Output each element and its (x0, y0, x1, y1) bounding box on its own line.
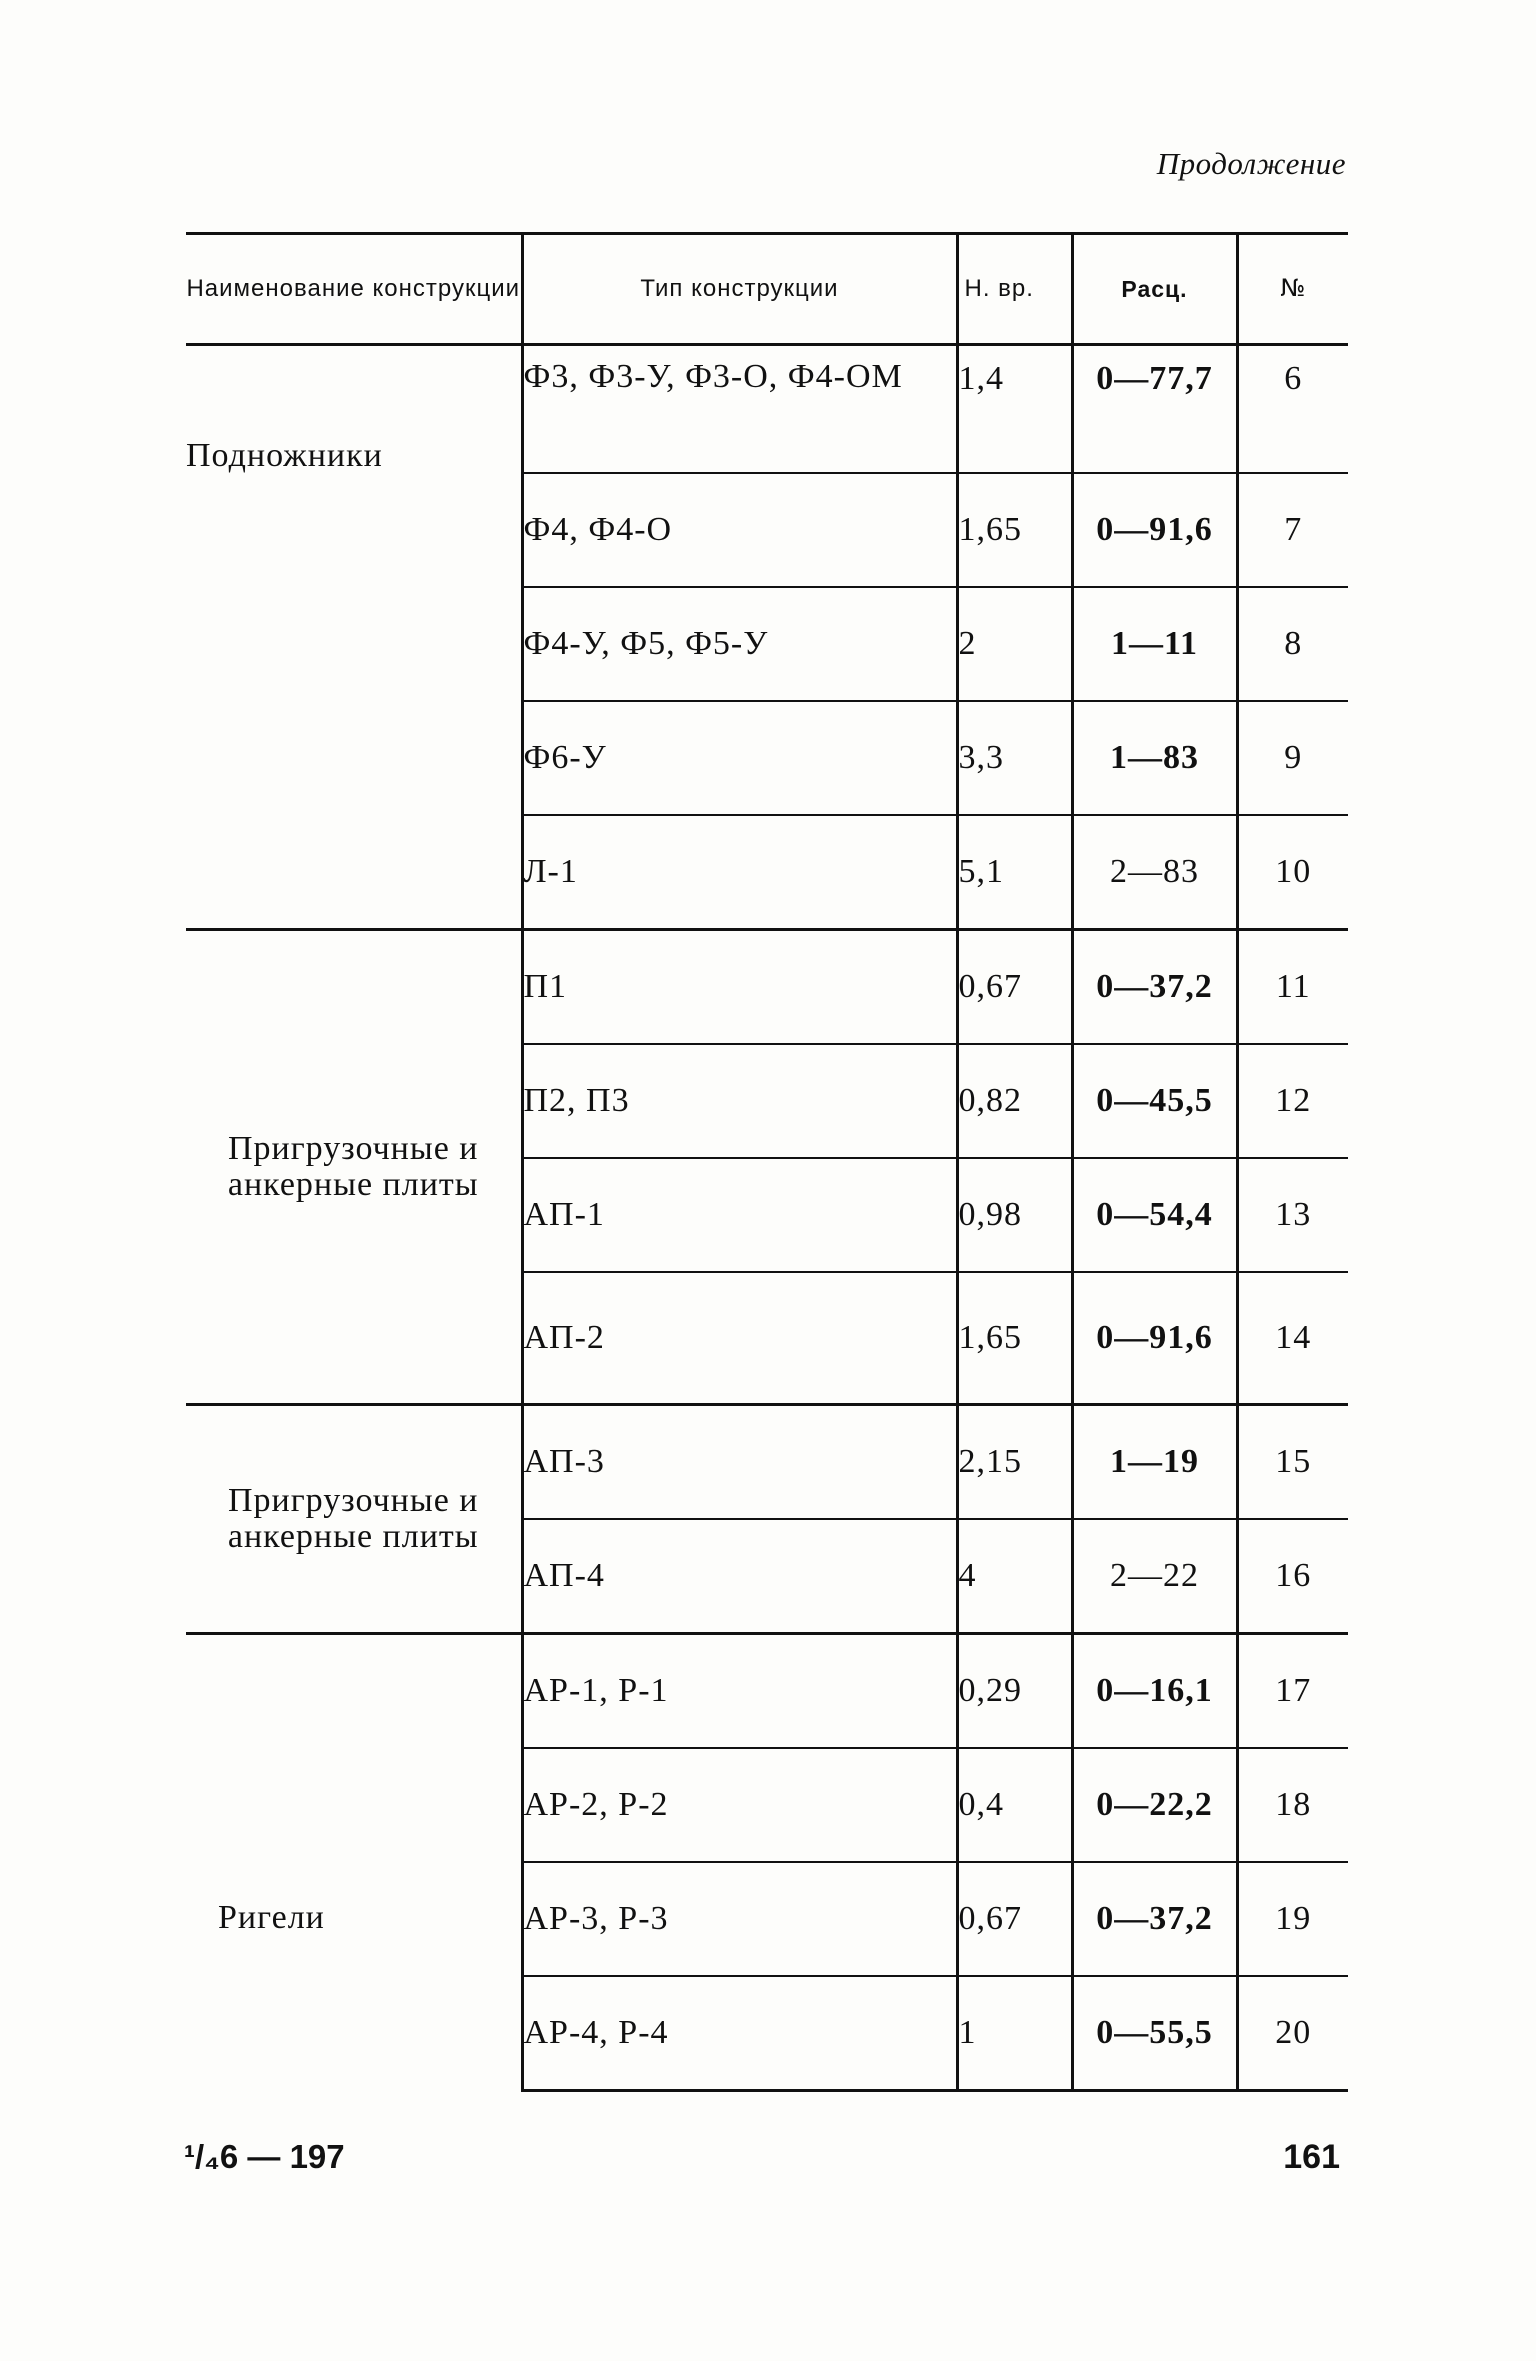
norm-cell: 0,29 (957, 1634, 1072, 1749)
norm-cell: 0,67 (957, 1862, 1072, 1976)
type-cell: АП-2 (522, 1272, 957, 1405)
type-cell: АР-1, Р-1 (522, 1634, 957, 1749)
rate-cell: 0—91,6 (1072, 473, 1237, 587)
rate-cell: 1—83 (1072, 701, 1237, 815)
table-row (186, 345, 1348, 474)
rate-cell: 0—54,4 (1072, 1158, 1237, 1272)
type-cell: АП-1 (522, 1158, 957, 1272)
num-cell: 18 (1237, 1748, 1348, 1862)
rate-cell: 0—37,2 (1072, 1862, 1237, 1976)
norm-cell: 5,1 (957, 815, 1072, 930)
group-name: Пригрузочные и анкерные плиты (186, 930, 522, 1405)
header-norm: Н. вр. (957, 234, 1072, 345)
num-cell: 10 (1237, 815, 1348, 930)
norm-cell: 2,15 (957, 1405, 1072, 1520)
continuation-label: Продолжение (1156, 146, 1346, 181)
page-number: 161 (1283, 2138, 1340, 2176)
type-cell: П1 (522, 930, 957, 1045)
type-cell: Ф4, Ф4-О (522, 473, 957, 587)
table-row (186, 1405, 1348, 1520)
table-row (186, 930, 1348, 1045)
rate-cell: 1—19 (1072, 1405, 1237, 1520)
norm-cell: 4 (957, 1519, 1072, 1634)
type-cell: Ф3, Ф3-У, Ф3-О, Ф4-ОМ (522, 345, 957, 474)
rate-cell: 0—45,5 (1072, 1044, 1237, 1158)
num-cell: 16 (1237, 1519, 1348, 1634)
table-row (186, 1634, 1348, 1749)
num-cell: 8 (1237, 587, 1348, 701)
num-cell: 7 (1237, 473, 1348, 587)
num-cell: 12 (1237, 1044, 1348, 1158)
rate-cell: 0—37,2 (1072, 930, 1237, 1045)
rate-cell: 1—11 (1072, 587, 1237, 701)
num-cell: 11 (1237, 930, 1348, 1045)
type-cell: АР-4, Р-4 (522, 1976, 957, 2091)
header-num: № (1237, 234, 1348, 345)
norms-table (186, 232, 1348, 2092)
type-cell: Л-1 (522, 815, 957, 930)
norm-cell: 2 (957, 587, 1072, 701)
num-cell: 20 (1237, 1976, 1348, 2091)
rate-cell: 2—22 (1072, 1519, 1237, 1634)
norm-cell: 1 (957, 1976, 1072, 2091)
norm-cell: 0,67 (957, 930, 1072, 1045)
footer-signature: ¹/₄6 — 197 (184, 2138, 345, 2175)
num-cell: 15 (1237, 1405, 1348, 1520)
header-rate: Расц. (1072, 234, 1237, 345)
rate-cell: 0—22,2 (1072, 1748, 1237, 1862)
type-cell: АР-2, Р-2 (522, 1748, 957, 1862)
norm-cell: 1,65 (957, 1272, 1072, 1405)
num-cell: 17 (1237, 1634, 1348, 1749)
header-type: Тип конструкции (522, 234, 957, 345)
norm-cell: 0,82 (957, 1044, 1072, 1158)
group-name: Пригрузочные и анкерные плиты (186, 1405, 522, 1634)
num-cell: 13 (1237, 1158, 1348, 1272)
type-cell: П2, П3 (522, 1044, 957, 1158)
type-cell: АП-4 (522, 1519, 957, 1634)
num-cell: 6 (1237, 345, 1348, 474)
type-cell: Ф6-У (522, 701, 957, 815)
rate-cell: 0—55,5 (1072, 1976, 1237, 2091)
type-cell: Ф4-У, Ф5, Ф5-У (522, 587, 957, 701)
type-cell: АП-3 (522, 1405, 957, 1520)
rate-cell: 0—91,6 (1072, 1272, 1237, 1405)
num-cell: 9 (1237, 701, 1348, 815)
group-name: Подножники (186, 437, 383, 474)
norm-cell: 0,4 (957, 1748, 1072, 1862)
rate-cell: 0—16,1 (1072, 1634, 1237, 1749)
table-body (186, 345, 1348, 2091)
norm-cell: 1,4 (957, 345, 1072, 474)
norm-cell: 0,98 (957, 1158, 1072, 1272)
num-cell: 14 (1237, 1272, 1348, 1405)
header-name: Наименование конструкции (186, 234, 522, 345)
group-name: Ригели (186, 1634, 522, 2091)
table-header (186, 234, 1348, 345)
norm-cell: 3,3 (957, 701, 1072, 815)
type-cell: АР-3, Р-3 (522, 1862, 957, 1976)
rate-cell: 2—83 (1072, 815, 1237, 930)
norm-cell: 1,65 (957, 473, 1072, 587)
rate-cell: 0—77,7 (1072, 345, 1237, 474)
num-cell: 19 (1237, 1862, 1348, 1976)
